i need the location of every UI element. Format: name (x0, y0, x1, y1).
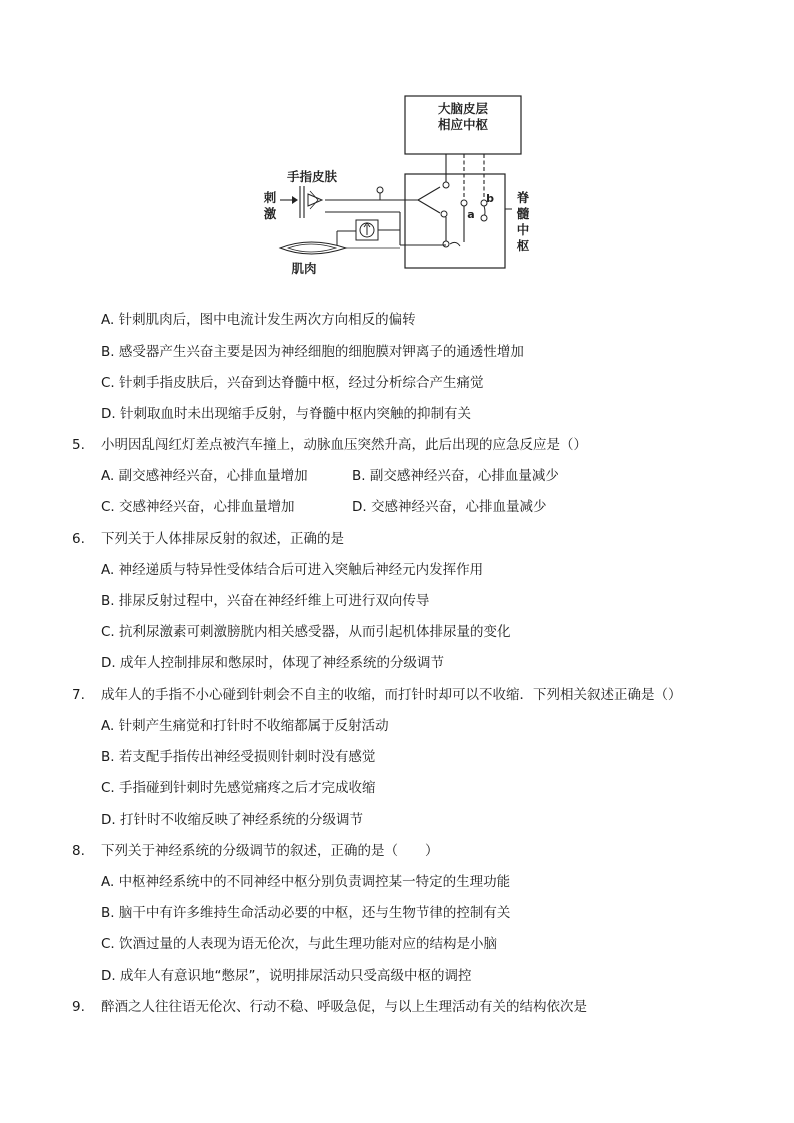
q7-option-c: C. 手指碰到针刺时先感觉痛疼之后才完成收缩 (101, 780, 376, 796)
q8-option-c: C. 饮酒过量的人表现为语无伦次，与此生理功能对应的结构是小脑 (101, 936, 498, 952)
q6-option-a: A. 神经递质与特异性受体结合后可进入突触后神经元内发挥作用 (101, 562, 484, 578)
brain-label-1: 大脑皮层 (437, 101, 489, 116)
spinal-label-4: 枢 (516, 238, 530, 253)
q5-option-c: C. 交感神经兴奋，心排血量增加 (101, 499, 295, 515)
brain-label-2: 相应中枢 (437, 117, 489, 132)
q6-option-b: B. 排尿反射过程中，兴奋在神经纤维上可进行双向传导 (101, 593, 430, 609)
q4-option-b: B. 感受器产生兴奋主要是因为神经细胞的细胞膜对钾离子的通透性增加 (101, 344, 524, 360)
q8-option-d: D. 成年人有意识地“憋尿”，说明排尿活动只受高级中枢的调控 (101, 968, 472, 984)
question-7-number: 7. (72, 687, 85, 703)
spinal-label-3: 中 (516, 222, 530, 237)
q6-option-c: C. 抗利尿激素可刺激膀胱内相关感受器，从而引起机体排尿量的变化 (101, 624, 511, 640)
muscle-label: 肌肉 (291, 261, 317, 276)
question-7-stem: 成年人的手指不小心碰到针刺会不自主的收缩，而打针时却可以不收缩．下列相关叙述正确是（） (101, 687, 682, 703)
stimulus-label-1: 刺 (263, 190, 277, 205)
skin-label: 手指皮肤 (286, 169, 338, 184)
q5-option-b: B. 副交感神经兴奋，心排血量减少 (352, 468, 559, 484)
reflex-arc-diagram (250, 90, 550, 280)
spinal-cord-box (405, 174, 505, 268)
q4-option-a: A. 针刺肌肉后，图中电流计发生两次方向相反的偏转 (101, 312, 416, 328)
q8-option-b: B. 脑干中有许多维持生命活动必要的中枢，还与生物节律的控制有关 (101, 905, 511, 921)
question-8-stem: 下列关于神经系统的分级调节的叙述，正确的是（ ） (101, 843, 439, 859)
point-b-label: b (486, 192, 494, 205)
question-6-number: 6. (72, 531, 85, 547)
q8-option-a: A. 中枢神经系统中的不同神经中枢分别负责调控某一特定的生理功能 (101, 874, 511, 890)
q6-option-d: D. 成年人控制排尿和憋尿时，体现了神经系统的分级调节 (101, 655, 444, 671)
question-5-stem: 小明因乱闯红灯差点被汽车撞上，动脉血压突然升高，此后出现的应急反应是（） (101, 437, 587, 453)
q4-option-c: C. 针刺手指皮肤后，兴奋到达脊髓中枢，经过分析综合产生痛觉 (101, 375, 484, 391)
spinal-label-2: 髓 (516, 206, 530, 221)
q5-option-d: D. 交感神经兴奋，心排血量减少 (352, 499, 547, 515)
question-6-stem: 下列关于人体排尿反射的叙述，正确的是 (101, 531, 344, 547)
q5-option-a: A. 副交感神经兴奋，心排血量增加 (101, 468, 308, 484)
question-5-number: 5. (72, 437, 85, 453)
question-9-number: 9. (72, 999, 85, 1015)
q4-option-d: D. 针刺取血时未出现缩手反射，与脊髓中枢内突触的抑制有关 (101, 406, 471, 422)
spinal-label-1: 脊 (516, 190, 530, 205)
stimulus-label-2: 激 (263, 206, 277, 221)
q7-option-d: D. 打针时不收缩反映了神经系统的分级调节 (101, 812, 363, 828)
question-8-number: 8. (72, 843, 85, 859)
question-9-stem: 醉酒之人往往语无伦次、行动不稳、呼吸急促，与以上生理活动有关的结构依次是 (101, 999, 587, 1015)
q7-option-a: A. 针刺产生痛觉和打针时不收缩都属于反射活动 (101, 718, 389, 734)
q7-option-b: B. 若支配手指传出神经受损则针刺时没有感觉 (101, 749, 376, 765)
point-a-label: a (467, 208, 475, 221)
